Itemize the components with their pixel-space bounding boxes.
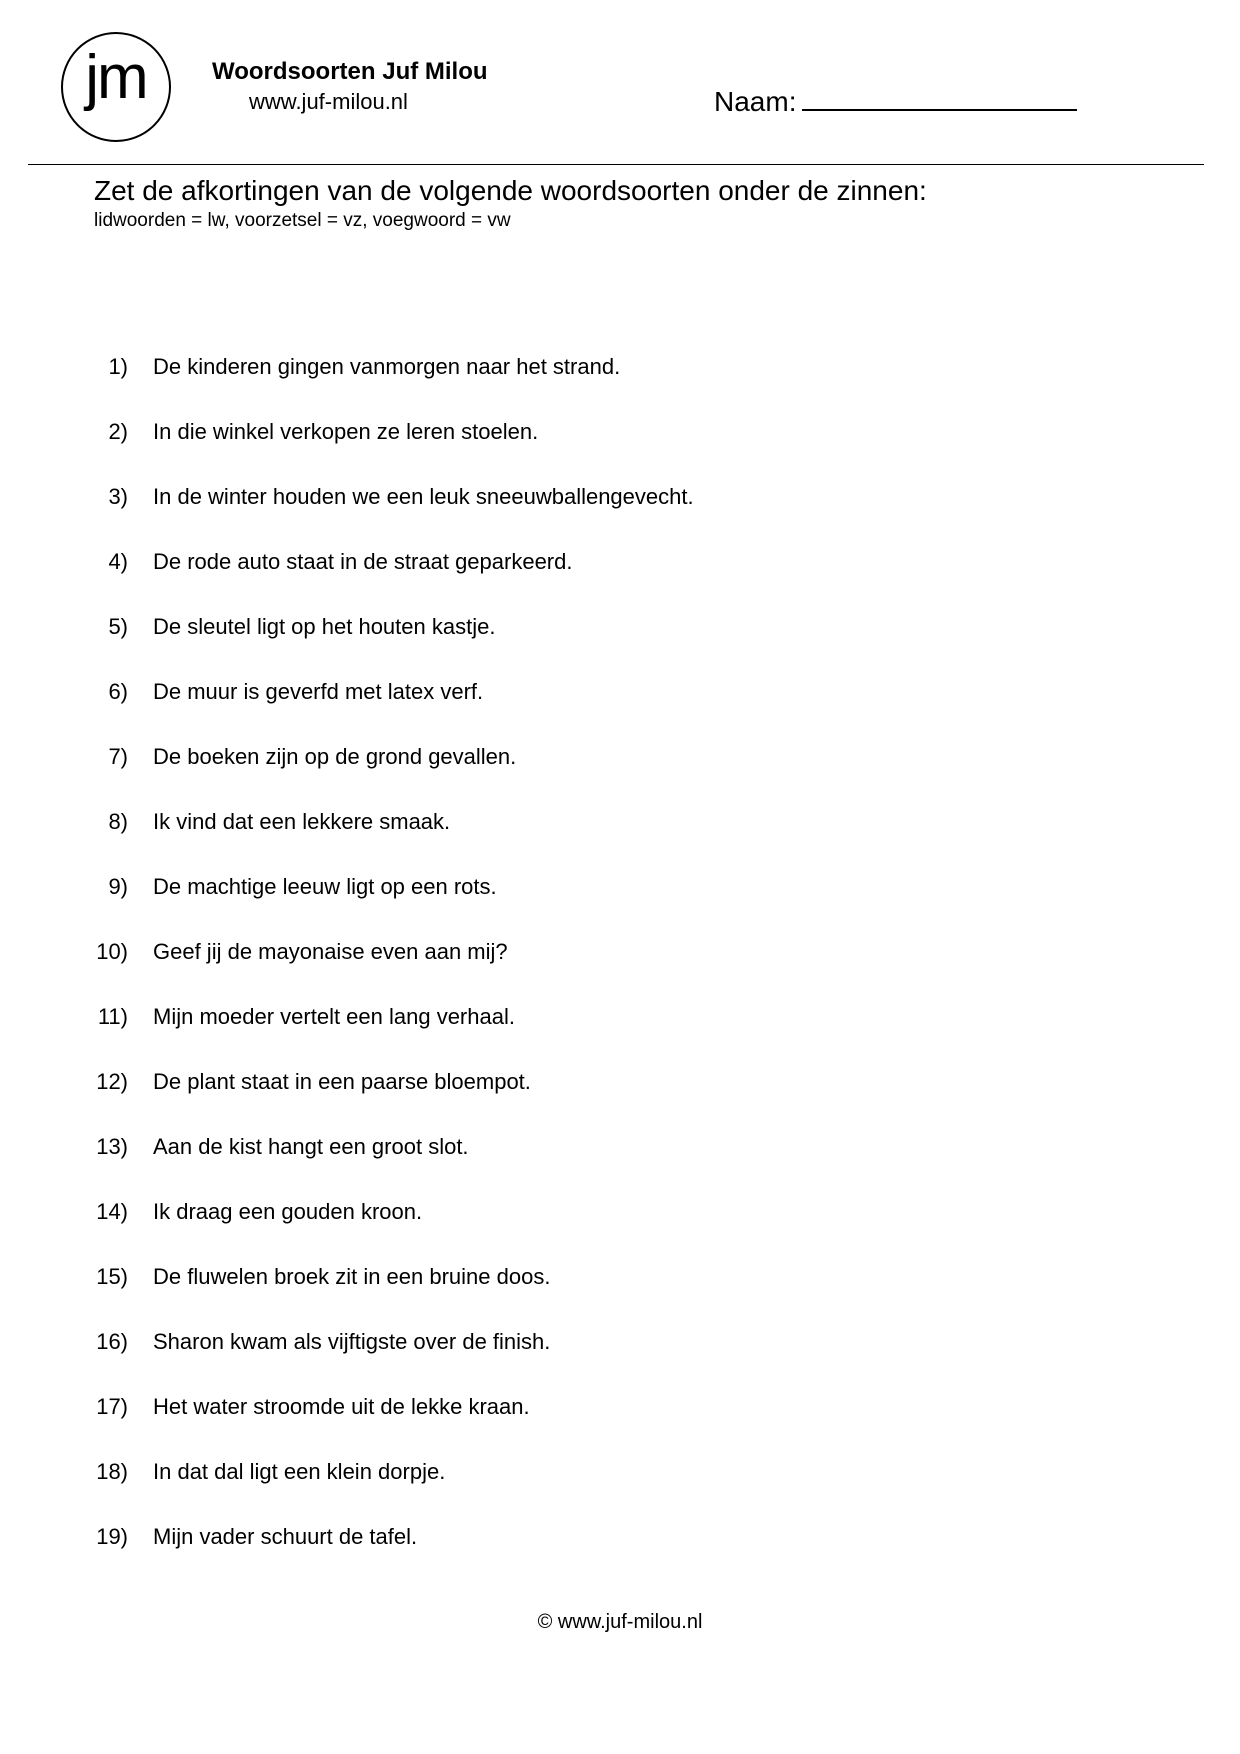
question-item	[0, 873, 1240, 938]
name-field	[714, 83, 1077, 118]
question-item	[0, 938, 1240, 1003]
brand-title: Woordsoorten Juf Milou	[212, 58, 488, 85]
question-number: 17)	[96, 1394, 128, 1419]
question-sentence: Aan de kist hangt een groot slot.	[153, 1134, 469, 1159]
question-sentence: De fluwelen broek zit in een bruine doos.	[153, 1264, 551, 1289]
question-number: 18)	[96, 1459, 128, 1484]
question-number: 14)	[96, 1199, 128, 1224]
question-sentence: In dat dal ligt een klein dorpje.	[153, 1459, 446, 1484]
brand-url: www.juf-milou.nl	[249, 89, 408, 114]
question-number: 6)	[108, 679, 128, 704]
question-sentence: De boeken zijn op de grond gevallen.	[153, 744, 517, 769]
question-sentence: De machtige leeuw ligt op een rots.	[153, 874, 497, 899]
question-sentence: Ik vind dat een lekkere smaak.	[153, 809, 451, 834]
question-item	[0, 418, 1240, 483]
question-number: 12)	[96, 1069, 128, 1094]
question-item	[0, 1198, 1240, 1263]
question-item	[0, 1003, 1240, 1068]
question-item	[0, 1068, 1240, 1133]
question-number: 5)	[108, 614, 128, 639]
question-sentence: De kinderen gingen vanmorgen naar het strand.	[153, 354, 621, 379]
question-item	[0, 1523, 1240, 1588]
name-blank-line	[802, 83, 1077, 111]
instruction-title: Zet de afkortingen van de volgende woordsoorten onder de zinnen:	[94, 175, 927, 206]
header-divider	[28, 164, 1204, 165]
question-number: 3)	[108, 484, 128, 509]
question-item	[0, 678, 1240, 743]
question-list	[0, 353, 1240, 1588]
question-sentence: De rode auto staat in de straat geparkeerd.	[153, 549, 573, 574]
question-item	[0, 1458, 1240, 1523]
footer-copyright: © www.juf-milou.nl	[537, 1611, 703, 1633]
logo-text: jm	[85, 43, 147, 112]
question-item	[0, 1328, 1240, 1393]
question-sentence: De muur is geverfd met latex verf.	[153, 679, 484, 704]
question-number: 16)	[96, 1329, 128, 1354]
question-item	[0, 353, 1240, 418]
question-sentence: Sharon kwam als vijftigste over de finish.	[153, 1329, 551, 1354]
question-number: 8)	[108, 809, 128, 834]
question-sentence: Het water stroomde uit de lekke kraan.	[153, 1394, 530, 1419]
question-number: 19)	[96, 1524, 128, 1549]
question-number: 11)	[97, 1004, 128, 1029]
question-sentence: Mijn moeder vertelt een lang verhaal.	[153, 1004, 515, 1029]
question-sentence: Ik draag een gouden kroon.	[153, 1199, 423, 1224]
jm-logo	[61, 32, 171, 142]
question-number: 7)	[108, 744, 128, 769]
question-number: 9)	[108, 874, 128, 899]
question-number: 10)	[96, 939, 128, 964]
question-number: 4)	[108, 549, 128, 574]
question-item	[0, 483, 1240, 548]
question-item	[0, 1133, 1240, 1198]
question-sentence: Geef jij de mayonaise even aan mij?	[153, 939, 508, 964]
question-item	[0, 1393, 1240, 1458]
name-label: Naam:	[714, 86, 797, 117]
question-number: 2)	[108, 419, 128, 444]
question-sentence: Mijn vader schuurt de tafel.	[153, 1524, 418, 1549]
question-sentence: In die winkel verkopen ze leren stoelen.	[153, 419, 539, 444]
abbreviation-legend: lidwoorden = lw, voorzetsel = vz, voegwoord = vw	[94, 210, 511, 231]
question-sentence: De sleutel ligt op het houten kastje.	[153, 614, 496, 639]
question-item	[0, 743, 1240, 808]
question-item	[0, 613, 1240, 678]
question-sentence: In de winter houden we een leuk sneeuwballengevecht.	[153, 484, 694, 509]
question-number: 13)	[96, 1134, 128, 1159]
question-number: 1)	[108, 354, 128, 379]
question-number: 15)	[96, 1264, 128, 1289]
question-item	[0, 808, 1240, 873]
question-item	[0, 1263, 1240, 1328]
question-item	[0, 548, 1240, 613]
question-sentence: De plant staat in een paarse bloempot.	[153, 1069, 531, 1094]
